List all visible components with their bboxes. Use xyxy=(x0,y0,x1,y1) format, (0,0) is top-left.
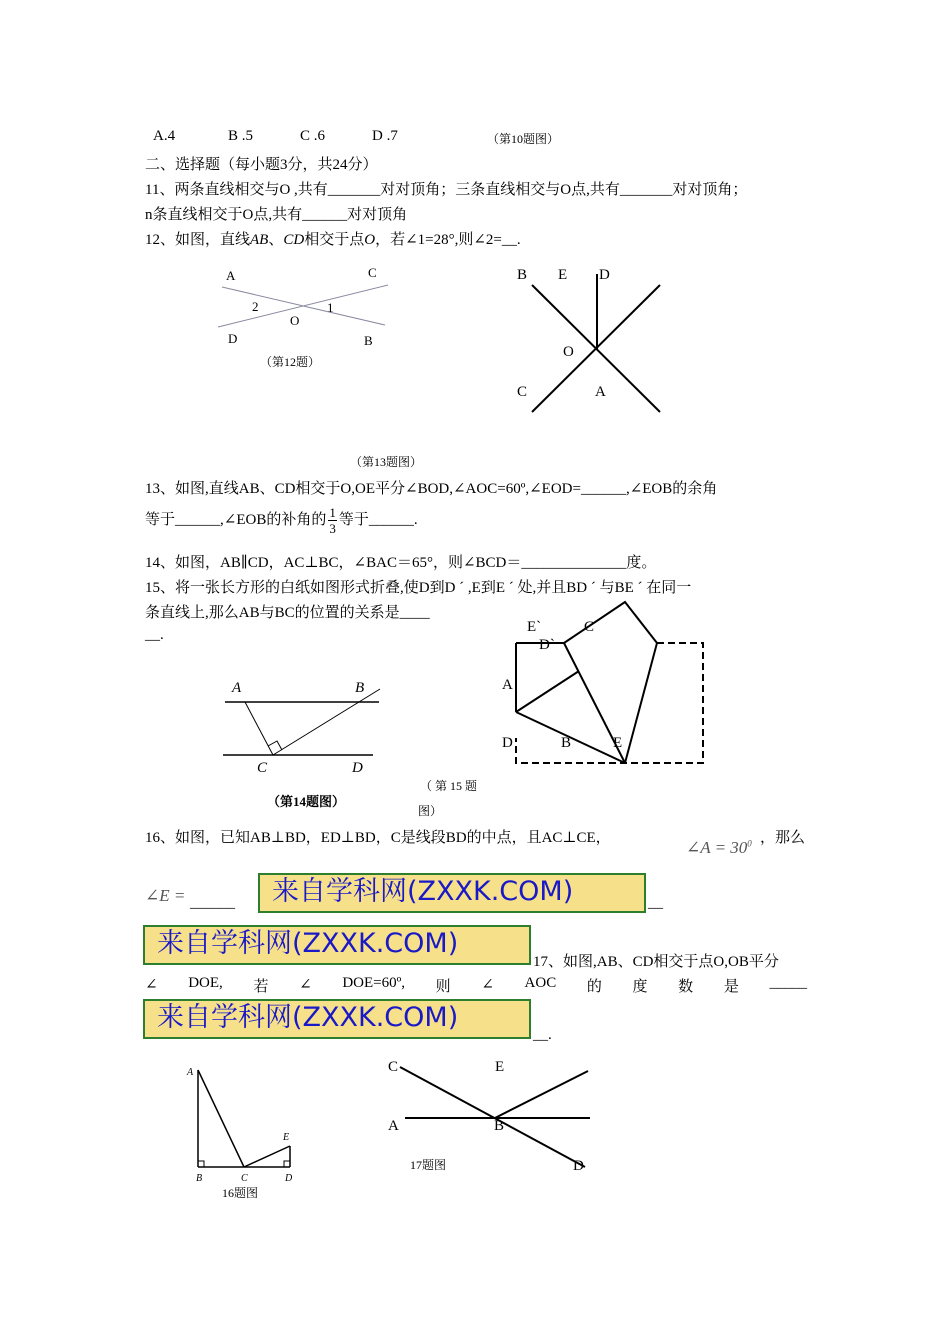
fig12-label-c: C xyxy=(368,265,377,280)
fig12-label-1: 1 xyxy=(327,300,334,315)
figure-17 xyxy=(380,1055,600,1180)
fig13-label-c: C xyxy=(517,384,528,400)
fig15-rect-dashed xyxy=(516,643,703,763)
q12-text xyxy=(145,228,521,249)
watermark-banner-1: 来自学科网(ZXXK.COM) xyxy=(258,873,646,913)
q16-angle-text: ∠A = 30 xyxy=(686,838,748,857)
fig15-label-e: E xyxy=(613,735,623,751)
fig14-label-c: C xyxy=(257,760,268,776)
fig17-label-d: D xyxy=(573,1158,584,1174)
q12-ab: AB xyxy=(250,232,269,248)
q17-w11: 是 xyxy=(723,979,739,995)
fig16-caption: 16题图 xyxy=(222,1186,259,1200)
fig14-caption: （第14题图） xyxy=(267,794,346,809)
fig16-right-angle-b xyxy=(198,1161,204,1167)
q13-line2 xyxy=(145,503,418,537)
fig12-label-a: A xyxy=(226,268,236,283)
q17-w12: _____ xyxy=(769,975,807,991)
q12-cd: CD xyxy=(283,232,305,248)
fig16-label-c: C xyxy=(241,1173,248,1184)
fig15-segment-ab xyxy=(516,671,579,712)
q13-line1: 13、如图,直线AB、CD相交于O,OE平分∠BOD,∠AOC=60º,∠EOD=______,∠EOB的余角 xyxy=(145,481,718,497)
q17-line1: 17、如图,AB、CD相交于点O,OB平分 xyxy=(533,954,779,970)
q13-frac-num: 1 xyxy=(329,505,336,521)
fig15-caption-b: 图） xyxy=(418,804,443,818)
fig16-segment-ce xyxy=(244,1146,290,1167)
fig16-label-b: B xyxy=(196,1173,203,1184)
q13-fraction xyxy=(328,505,337,536)
fig15-label-d: D xyxy=(502,735,513,751)
fig12-caption: （第12题） xyxy=(260,355,321,369)
fig17-ray-oe xyxy=(495,1071,588,1118)
q13-line2-b: 等于______. xyxy=(338,512,418,528)
fig15-label-e1: E` xyxy=(527,619,542,635)
fig12-label-d: D xyxy=(228,331,238,346)
fig16-label-a: A xyxy=(187,1067,194,1078)
q17-w7: AOC xyxy=(524,975,557,991)
q16-answer: ∠E = xyxy=(145,886,186,905)
fig15-caption-a: （ 第 15 题 xyxy=(420,779,478,793)
q15-line3: __. xyxy=(145,627,164,643)
q16-answer-tail: __ xyxy=(648,895,663,911)
fig12-label-b: B xyxy=(364,333,373,348)
figure-13 xyxy=(505,260,680,420)
fig13-label-a: A xyxy=(595,384,606,400)
q17-w6: ∠ xyxy=(481,977,494,993)
fig14-segment-ac xyxy=(245,702,273,755)
q16-answer-blank: ______ xyxy=(190,895,235,911)
q10-option-c: C .6 xyxy=(300,128,326,144)
fig15-label-a: A xyxy=(502,677,513,693)
fig13-label-b: B xyxy=(517,267,528,283)
fig15-label-b: B xyxy=(561,735,572,751)
q17-w9: 度 xyxy=(632,979,648,995)
q12-sep: 、 xyxy=(268,232,284,248)
q11-line1: 11、两条直线相交与O ,共有_______对对顶角；三条直线相交与O点,共有_______对对顶角； xyxy=(145,182,748,198)
fig14-segment-bc xyxy=(273,689,380,755)
fig15-label-d1: D` xyxy=(539,637,555,653)
fig16-label-e: E xyxy=(283,1132,290,1143)
q10-option-d: D .7 xyxy=(372,128,398,144)
fig12-line-cd xyxy=(218,285,388,327)
watermark-banner-2: 来自学科网(ZXXK.COM) xyxy=(143,925,531,965)
q10-caption: （第10题图） xyxy=(487,132,560,146)
q12-o: O xyxy=(364,232,376,248)
q17-w1: DOE, xyxy=(188,975,223,991)
fig13-label-d: D xyxy=(599,267,610,283)
q17-w4: DOE=60º, xyxy=(342,975,406,991)
fig13-label-o: O xyxy=(563,344,574,360)
q16-tail: ，那么 xyxy=(760,830,806,846)
section-heading: 二、选择题（每小题3分，共24分） xyxy=(145,157,378,173)
q11-line2: n条直线相交于O点,共有______对对顶角 xyxy=(145,207,408,223)
fig12-label-o: O xyxy=(290,313,300,328)
q12-text-a: 12、如图，直线 xyxy=(145,232,251,248)
figure-16 xyxy=(180,1060,310,1205)
figure-15 xyxy=(495,598,715,770)
q17-w10: 数 xyxy=(678,979,694,995)
q17-w8: 的 xyxy=(586,979,602,995)
q16-angle xyxy=(686,838,752,858)
q17-w2: 若 xyxy=(253,979,269,995)
fig16-segment-ac xyxy=(198,1070,244,1167)
q17-w0: ∠ xyxy=(145,977,158,993)
fig16-right-angle-d xyxy=(284,1161,290,1167)
fig13-label-e: E xyxy=(558,267,568,283)
q17-w3: ∠ xyxy=(299,977,312,993)
fig16-label-d: D xyxy=(285,1173,293,1184)
fig17-label-c: C xyxy=(388,1059,399,1075)
q13-frac-den: 3 xyxy=(329,521,336,537)
fig17-label-b: B xyxy=(494,1118,505,1134)
fig13-caption: （第13题图） xyxy=(350,455,423,469)
q17-line2 xyxy=(145,975,807,996)
q10-option-a: A.4 xyxy=(153,128,176,144)
q17-w5: 则 xyxy=(435,979,451,995)
q17-line3: __. xyxy=(533,1027,552,1043)
fig17-caption: 17题图 xyxy=(410,1158,447,1172)
q12-text-c: ，若∠1=28°,则∠2=__. xyxy=(375,232,521,248)
watermark-banner-3: 来自学科网(ZXXK.COM) xyxy=(143,999,531,1039)
fig15-flap-top xyxy=(564,602,657,763)
q15-line1: 15、将一张长方形的白纸如图形式折叠,使D到D ´ ,E到E ´ 处,并且BD ´ 与BE ´ 在同一 xyxy=(145,580,692,596)
fig17-label-a: A xyxy=(388,1118,399,1134)
figure-12 xyxy=(210,260,400,380)
fig17-label-e: E xyxy=(495,1059,505,1075)
q14-text: 14、如图，AB∥CD，AC⊥BC，∠BAC＝65°，则∠BCD＝______________度。 xyxy=(145,555,657,571)
q16-angle-sup: 0 xyxy=(747,838,752,849)
q12-text-b: 相交于点 xyxy=(304,232,365,248)
q16-text: 16、如图，已知AB⊥BD，ED⊥BD，C是线段BD的中点，且AC⊥CE， xyxy=(145,830,611,846)
figure-14 xyxy=(215,675,395,815)
fig15-label-c: C xyxy=(584,619,595,635)
fig14-label-a: A xyxy=(232,680,242,696)
q15-line2: 条直线上,那么AB与BC的位置的关系是____ xyxy=(145,605,430,621)
fig14-label-b: B xyxy=(355,680,365,696)
q13-line2-a: 等于______,∠EOB的补角的 xyxy=(145,512,327,528)
q10-option-b: B .5 xyxy=(228,128,254,144)
fig12-label-2: 2 xyxy=(252,299,259,314)
fig14-label-d: D xyxy=(352,760,363,776)
